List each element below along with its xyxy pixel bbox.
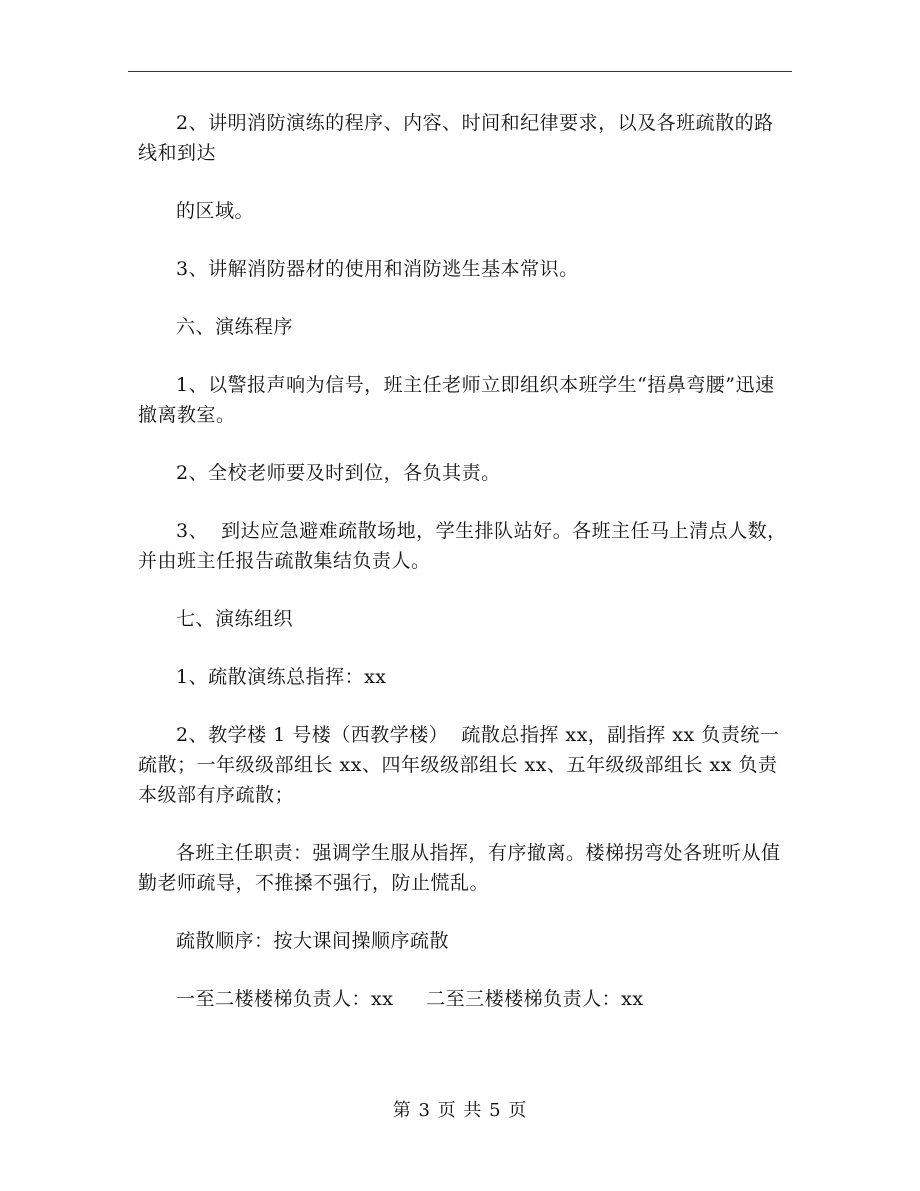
paragraph-2-continuation: 的区域。 — [176, 200, 255, 222]
paragraph-procedure-1: 1、以警报声响为信号，班主任老师立即组织本班学生“捂鼻弯腰”迅速撤离教室。 — [138, 374, 775, 426]
paragraph-organization-2: 2、教学楼 1 号楼（西教学楼） 疏散总指挥 xx，副指挥 xx 负责统一疏散；一年级级部组长 xx、四年级级部组长 xx、五年级级部组长 xx 负责本级部有序疏散； — [138, 724, 780, 806]
paragraph-procedure-2: 2、全校老师要及时到位，各负其责。 — [176, 462, 501, 484]
document-body — [138, 108, 788, 1042]
paragraph-procedure-3: 3、 到达应急避难疏散场地，学生排队站好。各班主任马上清点人数，并由班主任报告疏散集结负责人。 — [138, 520, 787, 572]
heading-drill-procedure: 六、演练程序 — [176, 316, 294, 338]
paragraph-2-explain-procedure: 2、讲明消防演练的程序、内容、时间和纪律要求，以及各班疏散的路线和到达 — [138, 112, 774, 164]
header-rule — [128, 71, 792, 72]
paragraph-teacher-duties: 各班主任职责：强调学生服从指挥，有序撤离。楼梯拐弯处各班听从值勤老师疏导，不推搡不强行，防止慌乱。 — [138, 842, 781, 894]
paragraph-organization-1: 1、疏散演练总指挥：xx — [176, 666, 387, 688]
page-footer: 第 3 页 共 5 页 — [392, 1100, 528, 1121]
paragraph-stair-leaders: 一至二楼楼梯负责人：xx 二至三楼楼梯负责人：xx — [176, 988, 644, 1010]
heading-drill-organization: 七、演练组织 — [176, 608, 294, 630]
paragraph-evacuation-order: 疏散顺序：按大课间操顺序疏散 — [176, 930, 450, 952]
paragraph-3-equipment: 3、讲解消防器材的使用和消防逃生基本常识。 — [176, 258, 579, 280]
